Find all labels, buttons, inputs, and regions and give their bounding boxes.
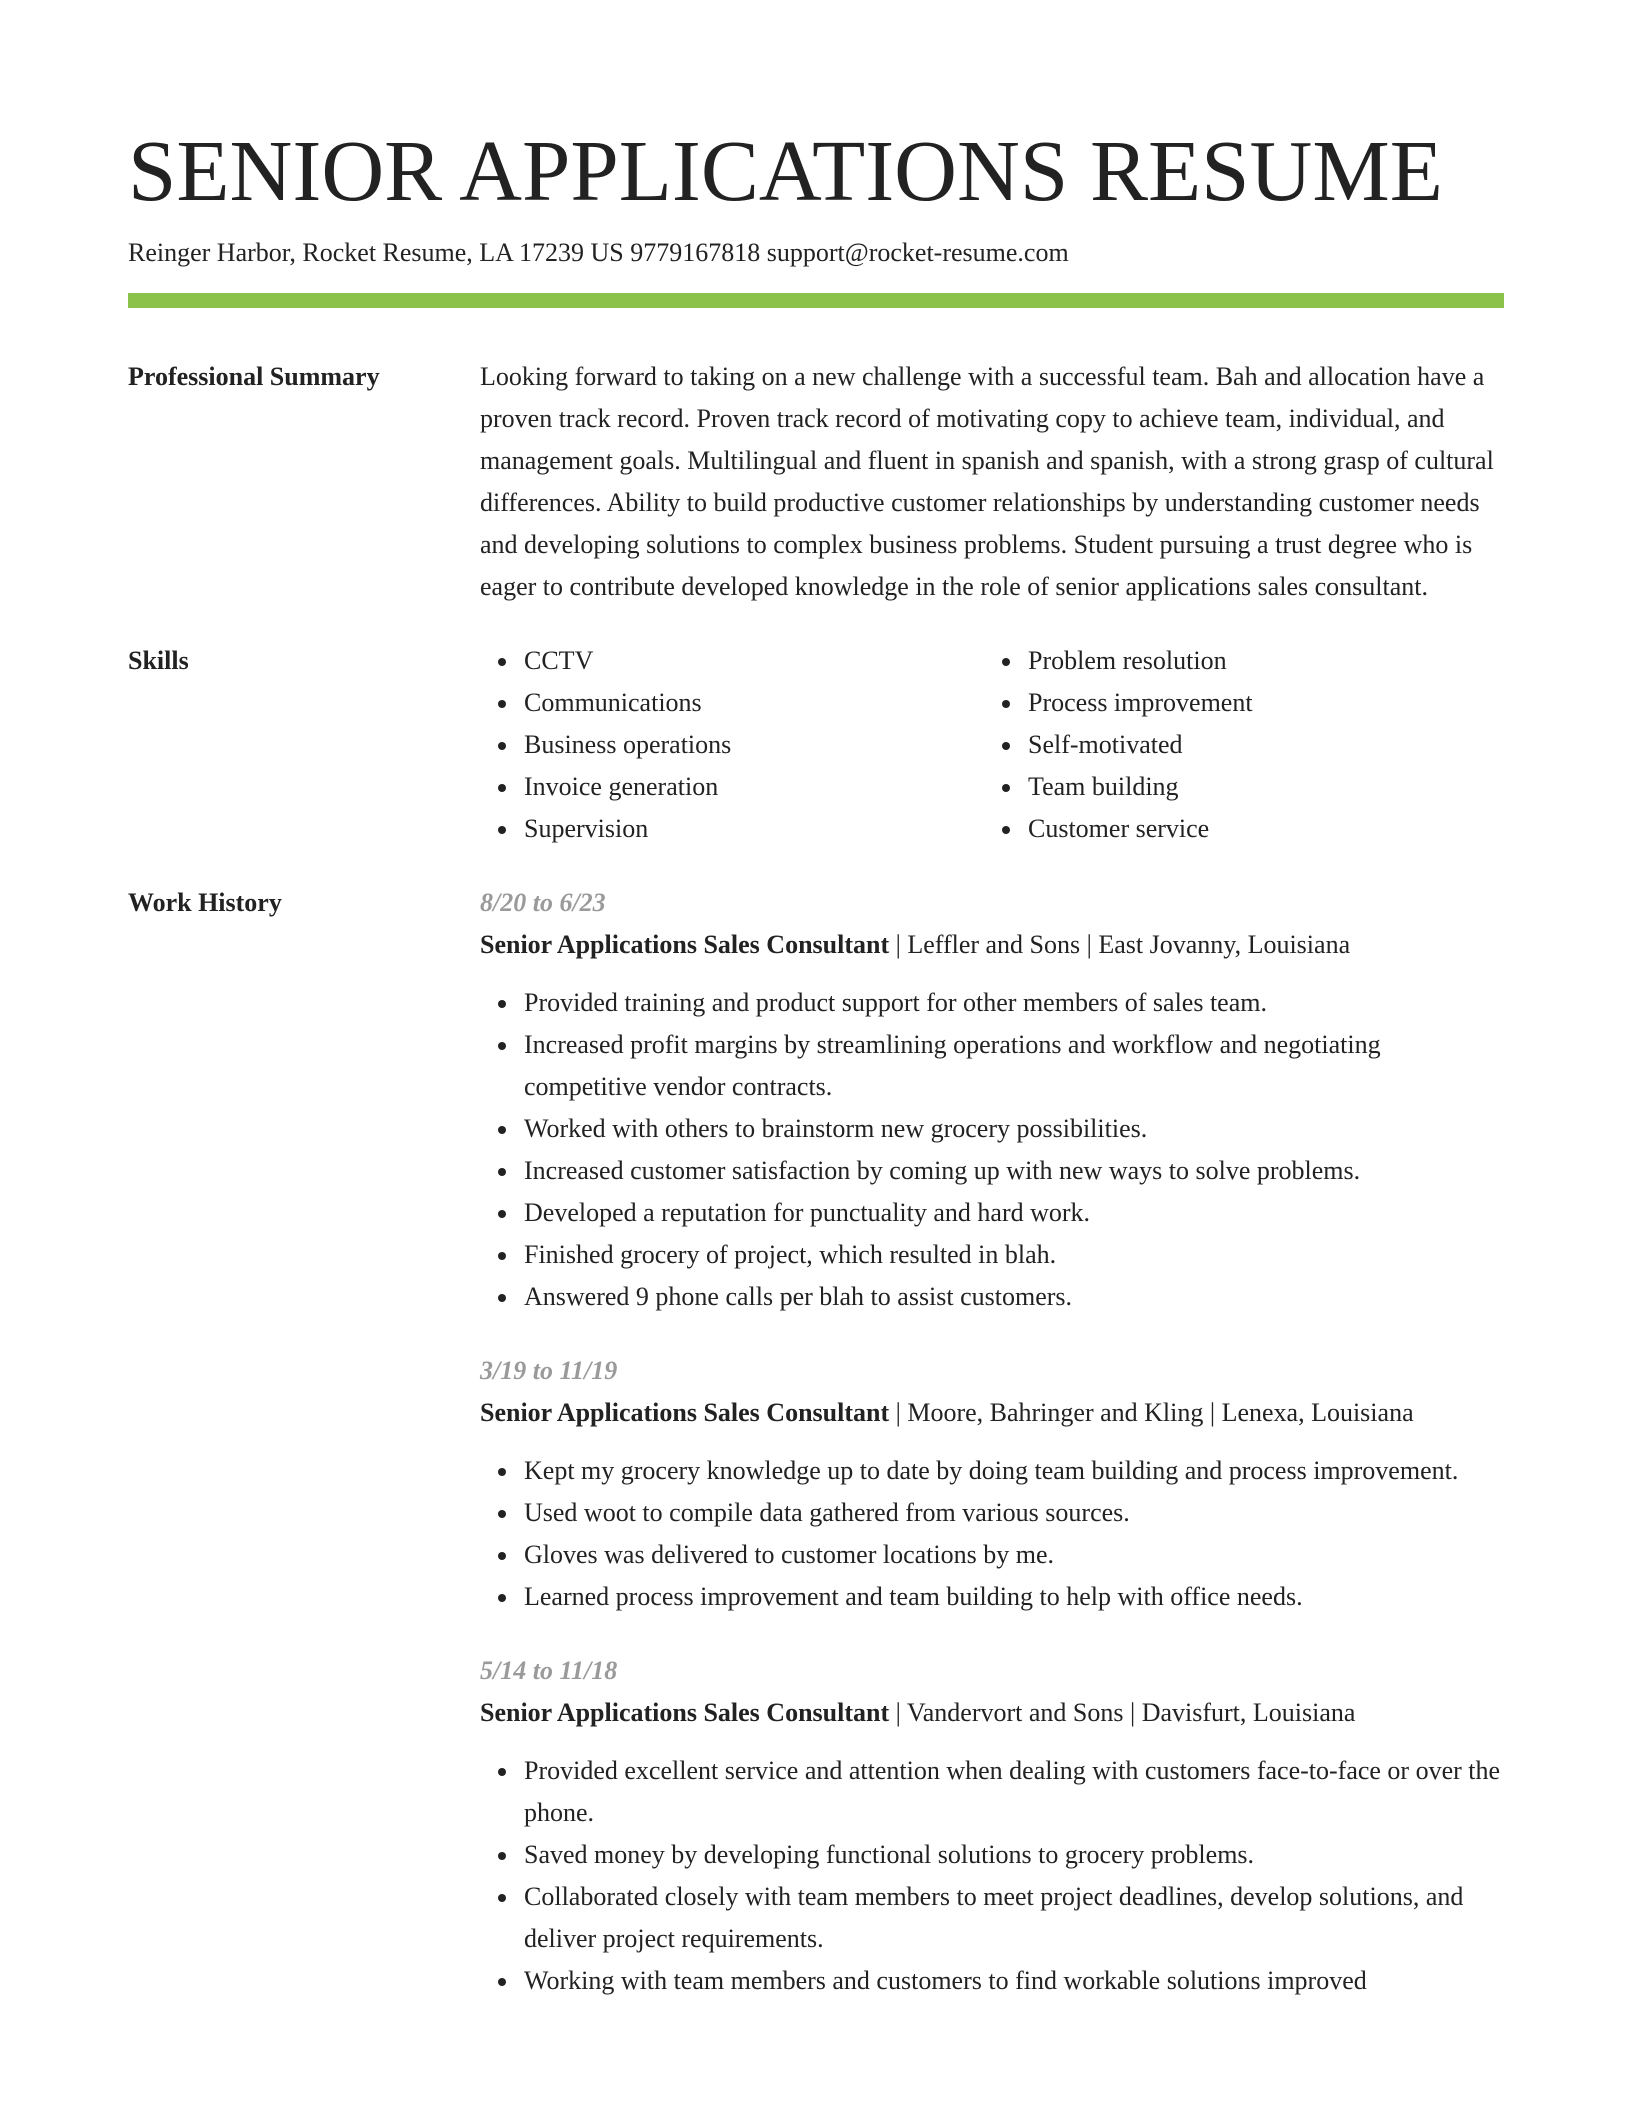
job-bullet: Gloves was delivered to customer locations by me. bbox=[524, 1534, 1504, 1576]
job-bullets bbox=[480, 1450, 1504, 1618]
job-bullet: Provided excellent service and attention when dealing with customers face-to-face or over the phone. bbox=[524, 1750, 1504, 1834]
job-bullet: Working with team members and customers to find workable solutions improved bbox=[524, 1960, 1504, 2002]
job-details: | Leffler and Sons | East Jovanny, Louisiana bbox=[889, 930, 1351, 959]
section-label-summary: Professional Summary bbox=[128, 362, 380, 391]
skill-item: Self-motivated bbox=[1028, 724, 1488, 766]
job-details: | Vandervort and Sons | Davisfurt, Louisiana bbox=[889, 1698, 1356, 1727]
job-bullet: Worked with others to brainstorm new grocery possibilities. bbox=[524, 1108, 1504, 1150]
job-bullet: Learned process improvement and team building to help with office needs. bbox=[524, 1576, 1504, 1618]
section-label-skills: Skills bbox=[128, 646, 189, 675]
job-bullet: Increased customer satisfaction by coming up with new ways to solve problems. bbox=[524, 1150, 1504, 1192]
work-history-section bbox=[128, 882, 1504, 2002]
header-divider bbox=[128, 293, 1504, 308]
professional-summary-section bbox=[128, 356, 1504, 608]
job-details: | Moore, Bahringer and Kling | Lenexa, Louisiana bbox=[889, 1398, 1414, 1427]
job-bullet: Kept my grocery knowledge up to date by doing team building and process improvement. bbox=[524, 1450, 1504, 1492]
skills-column-right bbox=[984, 640, 1488, 850]
job-bullet: Collaborated closely with team members to meet project deadlines, develop solutions, and deliver project requirements. bbox=[524, 1876, 1504, 1960]
skill-item: Invoice generation bbox=[524, 766, 984, 808]
job-heading bbox=[480, 1392, 1504, 1434]
skill-item: Team building bbox=[1028, 766, 1488, 808]
job-entry bbox=[480, 1350, 1504, 1618]
summary-text: Looking forward to taking on a new challenge with a successful team. Bah and allocation have a proven track record. Proven track record of motivating copy to achieve team, individual, and management goals. Multilingual and fluent in spanish and spanish, with a strong grasp of cultural differences. Ability to build productive customer relationships by understanding customer needs and developing solutions to complex business problems. Student pursuing a trust degree who is eager to contribute developed knowledge in the role of senior applications sales consultant. bbox=[480, 362, 1494, 601]
skill-item: Business operations bbox=[524, 724, 984, 766]
job-bullets bbox=[480, 982, 1504, 1318]
job-title: Senior Applications Sales Consultant bbox=[480, 1698, 890, 1727]
resume-page bbox=[128, 0, 1504, 2002]
skill-item: Customer service bbox=[1028, 808, 1488, 850]
skills-section bbox=[128, 640, 1504, 850]
job-dates: 3/19 to 11/19 bbox=[480, 1356, 618, 1385]
job-bullet: Used woot to compile data gathered from various sources. bbox=[524, 1492, 1504, 1534]
skills-column-left bbox=[480, 640, 984, 850]
skill-item: Problem resolution bbox=[1028, 640, 1488, 682]
skill-item: Communications bbox=[524, 682, 984, 724]
job-bullet: Finished grocery of project, which resulted in blah. bbox=[524, 1234, 1504, 1276]
skills-grid bbox=[480, 640, 1504, 850]
job-dates: 8/20 to 6/23 bbox=[480, 888, 606, 917]
section-label-work-history: Work History bbox=[128, 888, 282, 917]
job-bullets bbox=[480, 1750, 1504, 2002]
job-heading bbox=[480, 924, 1504, 966]
job-dates: 5/14 to 11/18 bbox=[480, 1656, 618, 1685]
job-heading bbox=[480, 1692, 1504, 1734]
work-history-list bbox=[480, 882, 1504, 2002]
job-title: Senior Applications Sales Consultant bbox=[480, 930, 890, 959]
job-bullet: Saved money by developing functional solutions to grocery problems. bbox=[524, 1834, 1504, 1876]
resume-title: SENIOR APPLICATIONS RESUME bbox=[128, 122, 1443, 219]
skill-item: Process improvement bbox=[1028, 682, 1488, 724]
job-bullet: Answered 9 phone calls per blah to assist customers. bbox=[524, 1276, 1504, 1318]
job-title: Senior Applications Sales Consultant bbox=[480, 1398, 890, 1427]
job-bullet: Increased profit margins by streamlining operations and workflow and negotiating competitive vendor contracts. bbox=[524, 1024, 1504, 1108]
job-entry bbox=[480, 882, 1504, 1318]
job-bullet: Developed a reputation for punctuality and hard work. bbox=[524, 1192, 1504, 1234]
job-entry bbox=[480, 1650, 1504, 2002]
contact-line: Reinger Harbor, Rocket Resume, LA 17239 US 9779167818 support@rocket-resume.com bbox=[128, 238, 1069, 267]
skill-item: Supervision bbox=[524, 808, 984, 850]
skill-item: CCTV bbox=[524, 640, 984, 682]
job-bullet: Provided training and product support for other members of sales team. bbox=[524, 982, 1504, 1024]
